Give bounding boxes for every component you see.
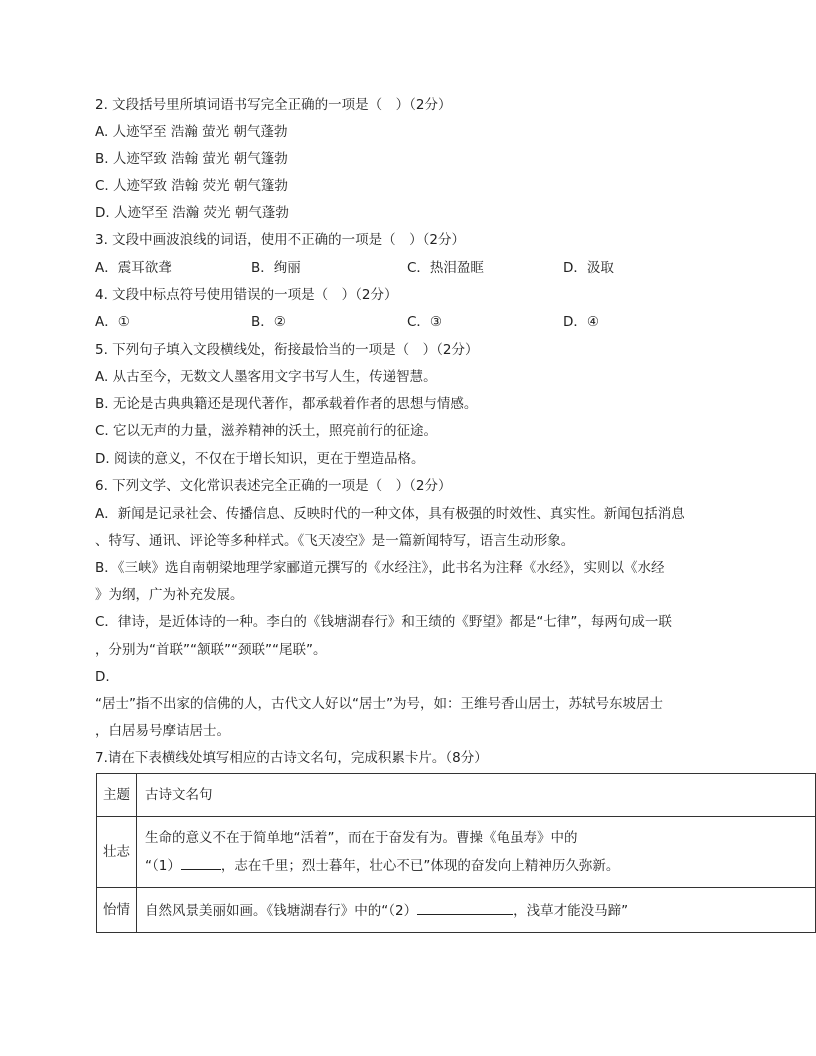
q6-option-c-line2: ，分别为“首联”“颔联”“颈联”“尾联”。 [95, 642, 327, 658]
q3-options [95, 259, 795, 277]
leisure-line1-prefix: 自然风景美丽如画。《钱塘湖春行》中的“（2） [145, 902, 418, 919]
ambition-line1: 生命的意义不在于简单地“活着”，而在于奋发有为。曹操《龟虽寿》中的 [145, 830, 578, 846]
q6-option-b-line2: 》为纲，广为补充发展。 [95, 587, 244, 603]
q4-options [95, 313, 795, 331]
q6-stem: 6. 下列文学、文化常识表述完全正确的一项是（ ）（2分） [95, 478, 452, 494]
q7-stem: 7.请在下表横线处填写相应的古诗文名句，完成积累卡片。（8分） [95, 750, 488, 766]
q5-option-c: C. 它以无声的力量，滋养精神的沃土，照亮前行的征途。 [95, 423, 438, 439]
leisure-line1 [145, 901, 807, 920]
q3-option-c: C．热泪盈眶 [407, 260, 484, 276]
q4-option-a: A．① [95, 314, 130, 330]
q6-option-d-line1: “居士”指不出家的信佛的人，古代文人好以“居士”为号，如：王维号香山居士，苏轼号东坡居士 [95, 696, 663, 712]
q4-stem: 4. 文段中标点符号使用错误的一项是（ ）（2分） [95, 287, 398, 303]
header-theme: 主题 [97, 774, 137, 817]
q5-option-a: A. 从古至今，无数文人墨客用文字书写人生，传递智慧。 [95, 369, 437, 385]
row-content-leisure [137, 888, 816, 933]
q4-option-c: C．③ [407, 314, 443, 330]
q2-stem: 2. 文段括号里所填词语书写完全正确的一项是（ ）（2分） [95, 97, 452, 113]
q3-stem: 3. 文段中画波浪线的词语，使用不正确的一项是（ ）（2分） [95, 232, 466, 248]
q6-option-a-line2: 、特写、通讯、评论等多种样式。《飞天凌空》是一篇新闻特写，语言生动形象。 [95, 533, 575, 549]
q6-option-d-line2: ，白居易号摩诘居士。 [95, 723, 230, 739]
leisure-line1-suffix: ，浅草才能没马蹄” [513, 902, 629, 919]
q2-option-b: B. 人迹罕致 浩翰 萤光 朝气篷勃 [95, 151, 288, 167]
table-row-ambition [97, 817, 816, 888]
q3-option-d: D．汲取 [563, 260, 614, 276]
blank-2-input[interactable] [417, 901, 513, 915]
q6-option-b-line1: B．《三峡》选自南朝梁地理学家郦道元撰写的《水经注》，此书名为注释《水经》，实则以《水经 [95, 560, 665, 576]
q5-option-d: D. 阅读的意义，不仅在于增长知识，更在于塑造品格。 [95, 451, 425, 467]
table-header-row [97, 774, 816, 817]
q6-option-a-line1: A．新闻是记录社会、传播信息、反映时代的一种文体，具有极强的时效性、真实性。新闻包括消息 [95, 506, 685, 522]
q2-option-d: D. 人迹罕至 浩瀚 荧光 朝气蓬勃 [95, 205, 289, 221]
blank-1-input[interactable] [181, 856, 221, 870]
header-content: 古诗文名句 [137, 774, 816, 817]
q5-stem: 5. 下列句子填入文段横线处，衔接最恰当的一项是（ ）（2分） [95, 342, 479, 358]
accumulation-card-table [96, 773, 816, 933]
q6-option-d-label: D. [95, 669, 110, 685]
ambition-line2-prefix: “（1） [145, 858, 181, 874]
q6-option-c-line1: C．律诗，是近体诗的一种。李白的《钱塘湖春行》和王绩的《野望》都是“七律”，每两句成一联 [95, 614, 672, 630]
ambition-line2-suffix: ，志在千里；烈士暮年，壮心不已”体现的奋发向上精神历久弥新。 [220, 858, 620, 874]
q4-option-b: B．② [251, 314, 286, 330]
q2-option-a: A. 人迹罕至 浩瀚 萤光 朝气蓬勃 [95, 124, 288, 140]
q2-option-c: C. 人迹罕致 浩翰 荧光 朝气篷勃 [95, 178, 288, 194]
q5-option-b: B. 无论是古典典籍还是现代著作，都承载着作者的思想与情感。 [95, 396, 478, 412]
q3-option-a: A．震耳欲聋 [95, 260, 172, 276]
row-theme-leisure: 怡情 [97, 888, 137, 933]
row-content-ambition [137, 817, 816, 888]
q3-option-b: B．绚丽 [251, 260, 301, 276]
ambition-line2 [145, 856, 807, 875]
row-theme-ambition: 壮志 [97, 817, 137, 888]
table-row-leisure [97, 888, 816, 933]
q4-option-d: D．④ [563, 314, 599, 330]
